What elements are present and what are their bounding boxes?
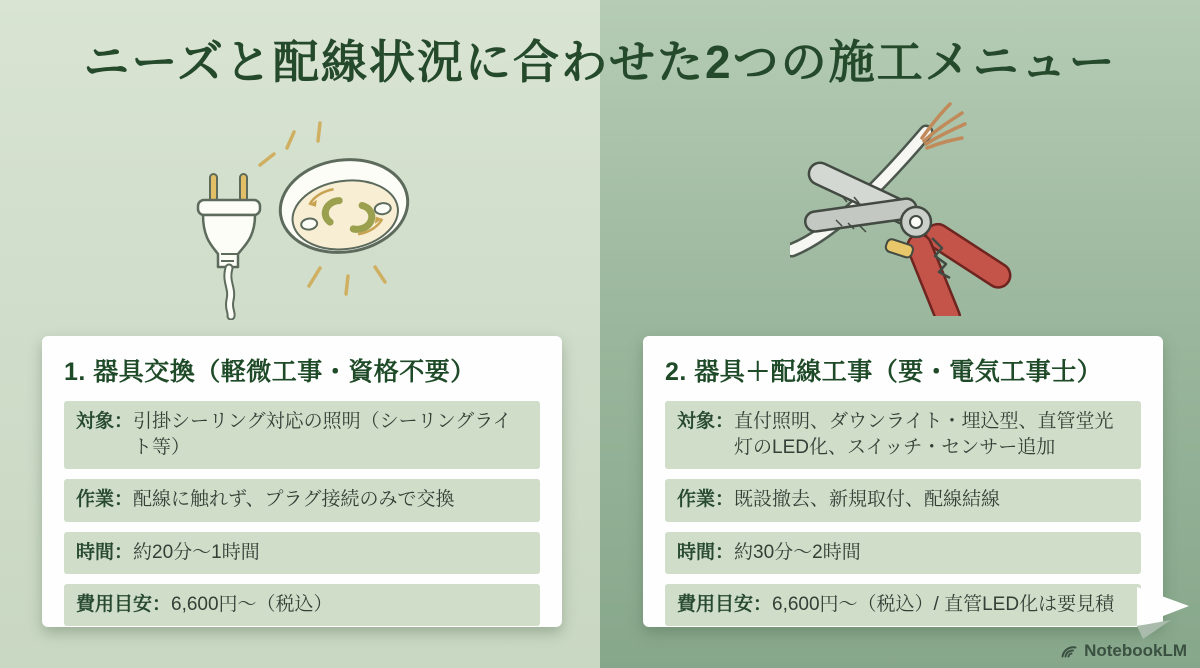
notebooklm-brand-label: NotebookLM	[1084, 641, 1187, 660]
card-1-row-cost	[64, 584, 540, 626]
row-value: 6,600円〜（税込）	[171, 593, 333, 615]
row-label: 対象：	[677, 411, 735, 432]
row-label: 費用目安：	[76, 593, 172, 615]
row-label: 作業：	[76, 489, 134, 511]
card-2-title: 2. 器具＋配線工事（要・電気工事士）	[665, 358, 1103, 386]
row-value: 引掛シーリング対応の照明（シーリングライト等）	[133, 411, 512, 459]
wire-stripper-icon	[790, 98, 1042, 316]
card-2-row-time	[665, 532, 1141, 574]
row-label: 時間：	[76, 541, 134, 563]
card-2-row-work	[665, 479, 1141, 521]
card-corner-tail	[1137, 579, 1200, 643]
row-value: 約30分〜2時間	[734, 541, 861, 563]
row-value: 6,600円〜（税込）/ 直管LED化は要見積	[772, 593, 1115, 615]
row-value: 既設撤去、新規取付、配線結線	[734, 489, 1001, 511]
row-value: 約20分〜1時間	[133, 541, 260, 563]
notebooklm-brand	[1060, 641, 1187, 661]
menu-card-1	[42, 336, 562, 627]
row-label: 費用目安：	[677, 593, 773, 615]
row-label: 時間：	[677, 541, 735, 563]
menu-card-2	[643, 336, 1163, 627]
card-2-row-target	[665, 401, 1141, 469]
card-2-row-cost	[665, 584, 1141, 626]
row-value: 直付照明、ダウンライト・埋込型、直管堂光灯のLED化、スイッチ・センサー追加	[734, 411, 1114, 459]
card-1-row-time	[64, 532, 540, 574]
plug-and-ceiling-rosette-icon	[168, 110, 436, 320]
card-1-row-work	[64, 479, 540, 521]
notebooklm-logo-icon	[1060, 642, 1078, 660]
row-label: 作業：	[677, 489, 735, 511]
card-1-title: 1. 器具交換（軽微工事・資格不要）	[64, 358, 476, 386]
row-label: 対象：	[76, 411, 134, 432]
row-value: 配線に触れず、プラグ接続のみで交換	[133, 489, 455, 511]
page-title: ニーズと配線状況に合わせた2つの施工メニュー	[83, 36, 1117, 88]
card-1-row-target	[64, 401, 540, 469]
